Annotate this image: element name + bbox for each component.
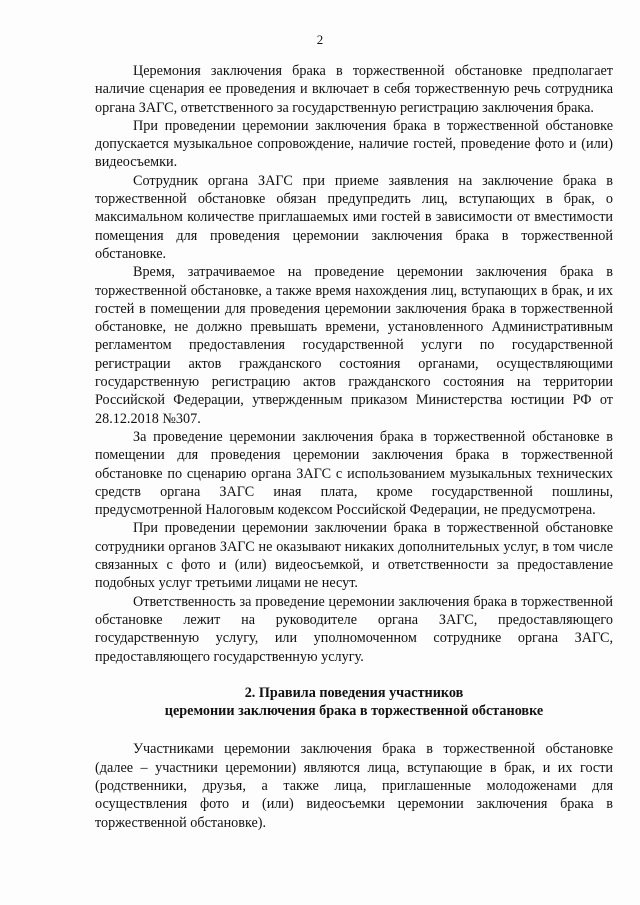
section-heading bbox=[95, 684, 613, 721]
document-body bbox=[95, 62, 613, 832]
page-number: 2 bbox=[316, 32, 324, 47]
paragraph-fee: За проведение церемонии заключения брака в торжественной обстановке в помещении для проведения церемонии заключения брака в торжественной обстановке по сценарию органа ЗАГС с использованием музыкальных технических средств органа ЗАГС иная плата, кроме государственной пошлины, предусмотренной Налоговым кодексом Российской Федерации, не предусмотрена. bbox=[95, 428, 613, 519]
paragraph-music-guests: При проведении церемонии заключения брака в торжественной обстановке допускается музыкальное сопровождение, наличие гостей, проведение фото и (или) видеосъемки. bbox=[95, 117, 613, 171]
section-heading-line-2: церемонии заключения брака в торжественной обстановке bbox=[164, 703, 544, 720]
paragraph-responsibility: Ответственность за проведение церемонии заключения брака в торжественной обстановке лежит на руководителе органа ЗАГС, предоставляющего государственную услугу, или уполномоченном сотруднике органа ЗАГС, предоставляющего государственную услугу. bbox=[95, 593, 613, 665]
paragraph-time-limit: Время, затрачиваемое на проведение церемонии заключения брака в торжественной обстановке, а также время нахождения лиц, вступающих в брак, и их гостей в помещении для проведения церемонии заключения брака в торжественной обстановке, не должно превышать времени, установленного Административным регламентом предоставления государственной услуги по государственной регистрации актов гражданского состояния органами, осуществляющими государственную регистрацию актов гражданского состояния на территории Российской Федерации, утвержденным приказом Министерства юстиции РФ от 28.12.2018 №307. bbox=[95, 264, 613, 427]
paragraph-guest-limit: Сотрудник органа ЗАГС при приеме заявления на заключение брака в торжественной обстановке обязан предупредить лиц, вступающих в брак, о максимальном количестве приглашаемых ими гостей в зависимости от вместимости помещения для проведения церемонии заключения брака в торжественной обстановке. bbox=[95, 172, 613, 262]
section-heading-line-1: 2. Правила поведения участников bbox=[244, 684, 464, 701]
paragraph-participants: Участниками церемонии заключения брака в торжественной обстановке (далее – участники церемонии) являются лица, вступающие в брак, и их гости (родственники, друзья, а также лица, приглашенные молодоженами для осуществления фото и (или) видеосъемки церемонии заключения брака в торжественной обстановке). bbox=[95, 741, 613, 831]
paragraph-ceremony-scenario: Церемония заключения брака в торжественной обстановке предполагает наличие сценария ее проведения и включает в себя торжественную речь сотрудника органа ЗАГС, ответственного за государственную регистрацию заключения брака. bbox=[95, 63, 613, 116]
paragraph-no-additional-services: При проведении церемонии заключении брака в торжественной обстановке сотрудники органов ЗАГС не оказывают никаких дополнительных услуг, в том числе связанных с фото и (или) видеосъемкой, и ответственности за предоставление подобных услуг третьими лицами не несут. bbox=[95, 520, 613, 592]
